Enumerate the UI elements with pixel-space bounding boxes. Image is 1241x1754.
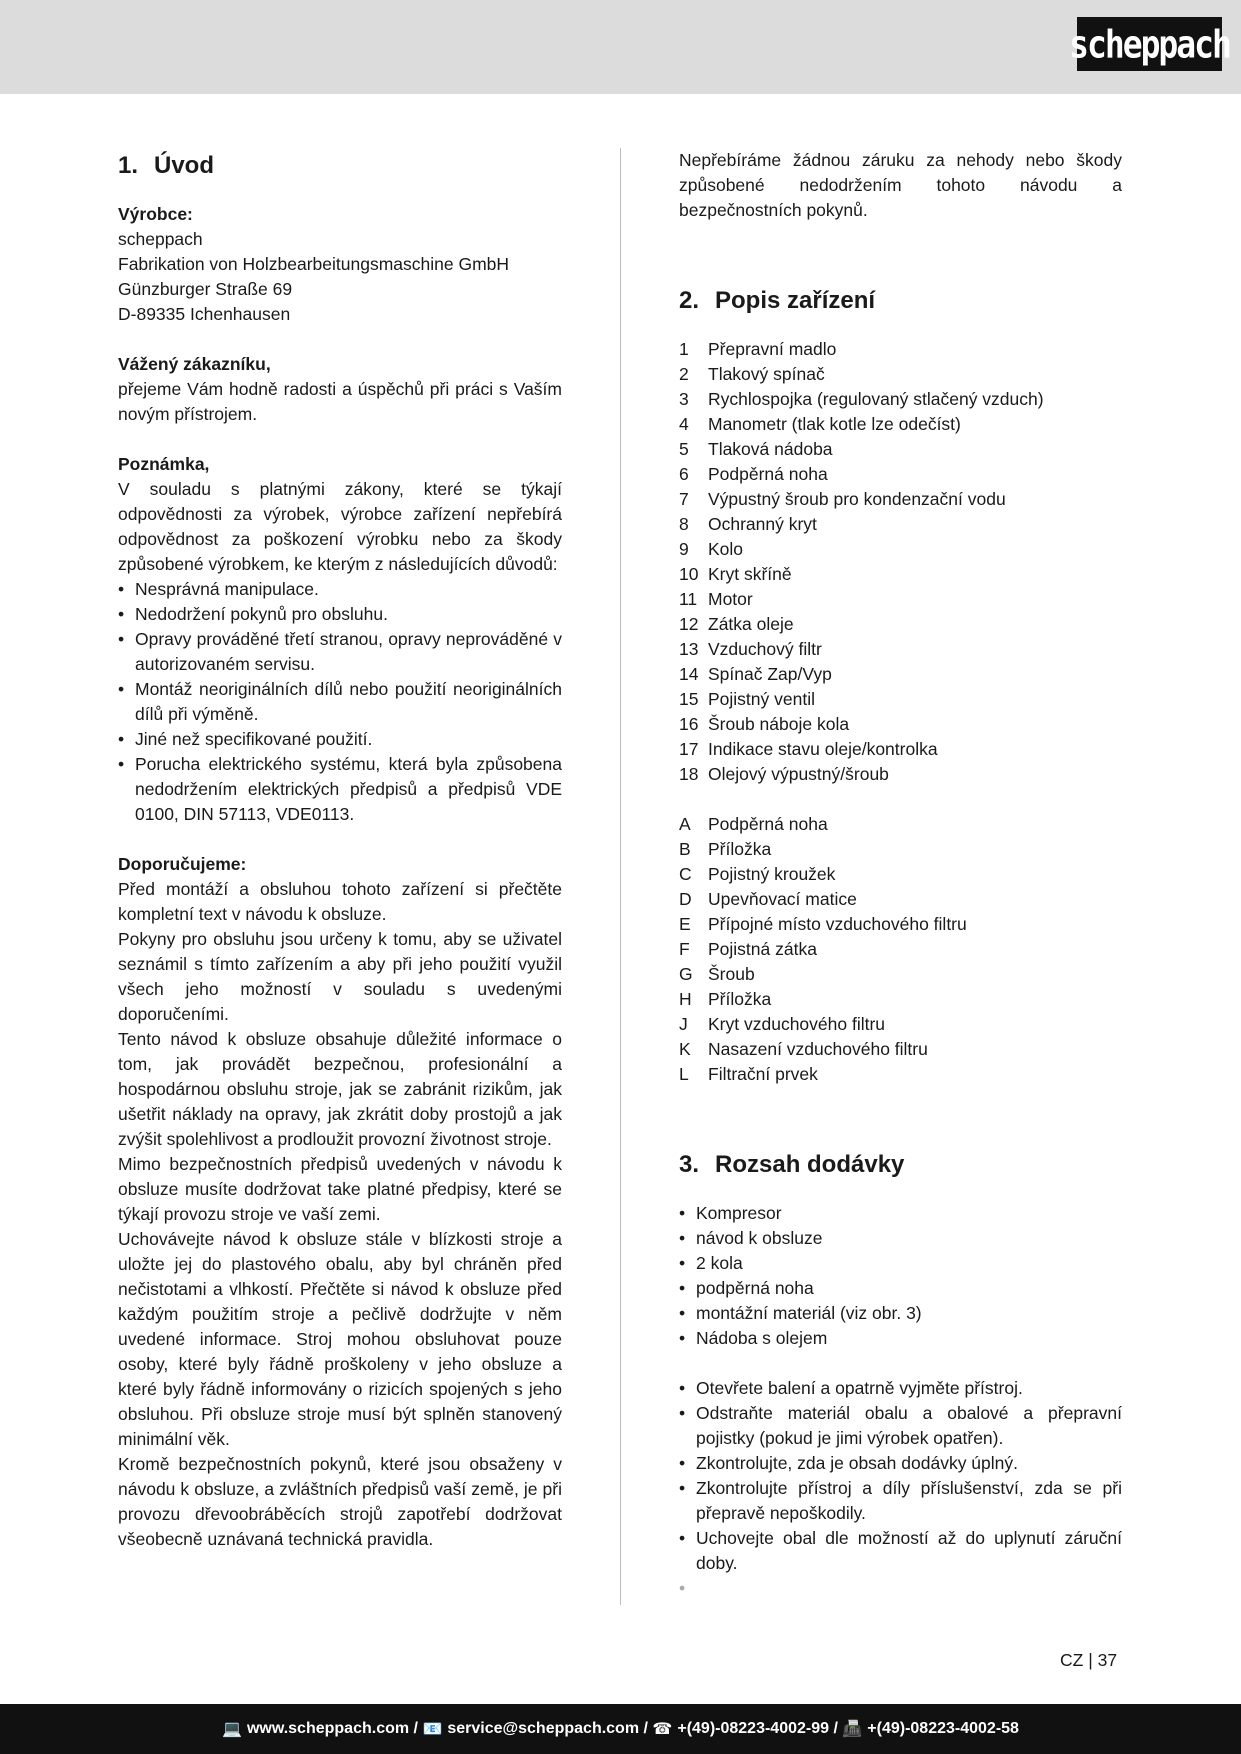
list-item: 12 Zátka oleje <box>679 614 794 634</box>
recommend-paragraph: Kromě bezpečnostních pokynů, které jsou obsaženy v návodu k obsluze, a zvláštních předpisů vaší země, je při provozu dřevoobráběcích strojů zapotřebí dodržovat všeobecně uznávaná technická pravidla. <box>118 1454 562 1549</box>
list-item: • Otevřete balení a opatrně vyjměte přístroj. <box>679 1376 1122 1401</box>
header-band <box>0 0 1241 94</box>
parts-lettered-list <box>679 812 1122 1087</box>
left-column <box>118 148 562 1552</box>
list-item: • návod k obsluze <box>679 1226 1122 1251</box>
recommend-paragraph: Pokyny pro obsluhu jsou určeny k tomu, aby se uživatel seznámil s tímto zařízením a aby při jeho použití využil všech jeho možností v souladu s uvedenými doporučeními. <box>118 929 562 1024</box>
manufacturer-label: Výrobce: <box>118 204 193 224</box>
fax-icon: 📠 <box>842 1721 863 1738</box>
list-item: H Příložka <box>679 989 772 1009</box>
footer-bar <box>0 1704 1241 1754</box>
recommend-label: Doporučujeme: <box>118 854 247 874</box>
list-item: 13 Vzduchový filtr <box>679 639 822 659</box>
list-item: • Porucha elektrického systému, která byla způsobena nedodržením elektrických předpisů a předpisů VDE 0100, DIN 57113, VDE0113. <box>118 752 562 827</box>
address-line: Günzburger Straße 69 <box>118 279 293 299</box>
list-item: • Nedodržení pokynů pro obsluhu. <box>118 602 562 627</box>
list-item: 3 Rychlospojka (regulovaný stlačený vzduch) <box>679 389 1044 409</box>
list-item: L Filtrační prvek <box>679 1064 818 1084</box>
email-link[interactable]: service@scheppach.com / <box>447 1720 648 1737</box>
list-item: • Odstraňte materiál obalu a obalové a přepravní pojistky (pokud je jimi výrobek opatřen). <box>679 1401 1122 1451</box>
phone-number: +(49)-08223-4002-99 / <box>677 1720 838 1737</box>
list-item: J Kryt vzduchového filtru <box>679 1014 886 1034</box>
list-item: 9 Kolo <box>679 539 744 559</box>
address-line: D-89335 Ichenhausen <box>118 304 291 324</box>
list-item: • 2 kola <box>679 1251 1122 1276</box>
greeting-label: Vážený zákazníku, <box>118 354 271 374</box>
list-item: 17 Indikace stavu oleje/kontrolka <box>679 739 938 759</box>
list-item: G Šroub <box>679 964 755 984</box>
list-item: • podpěrná noha <box>679 1276 1122 1301</box>
list-item: 4 Manometr (tlak kotle lze odečíst) <box>679 414 961 434</box>
section-1-heading: 1. Úvod <box>118 152 214 179</box>
list-item: • Nesprávná manipulace. <box>118 577 562 602</box>
recommend-paragraph: Tento návod k obsluze obsahuje důležité informace o tom, jak provádět bezpečnou, profesionální a hospodárnou obsluhu stroje, jak se zabránit rizikům, jak ušetřit náklady na opravy, jak zkrátit doby prostojů a jak zvýšit spolehlivost a prodloužit provozní životnost stroje. <box>118 1029 562 1149</box>
section-3-heading: 3. Rozsah dodávky <box>679 1151 905 1178</box>
unpack-steps-list <box>679 1376 1122 1601</box>
list-item: • Nádoba s olejem <box>679 1326 1122 1351</box>
list-item: • Opravy prováděné třetí stranou, opravy neprováděné v autorizovaném servisu. <box>118 627 562 677</box>
list-item: F Pojistná zátka <box>679 939 817 959</box>
list-item: 11 Motor <box>679 589 753 609</box>
list-item: • Jiné než specifikované použití. <box>118 727 562 752</box>
website-link[interactable]: www.scheppach.com / <box>246 1720 418 1737</box>
greeting-text: přejeme Vám hodně radosti a úspěchů při práci s Vaším novým přístrojem. <box>118 379 562 424</box>
list-item: 10 Kryt skříně <box>679 564 792 584</box>
list-item: A Podpěrná noha <box>679 814 828 834</box>
list-item: B Příložka <box>679 839 772 859</box>
list-item: 6 Podpěrná noha <box>679 464 828 484</box>
note-bullet-list <box>118 577 562 827</box>
list-item: • montážní materiál (viz obr. 3) <box>679 1301 1122 1326</box>
list-item: • Zkontrolujte, zda je obsah dodávky úplný. <box>679 1451 1122 1476</box>
list-item: 14 Spínač Zap/Vyp <box>679 664 832 684</box>
list-item: 1 Přepravní madlo <box>679 339 837 359</box>
recommend-paragraph: Uchovávejte návod k obsluze stále v blízkosti stroje a uložte jej do plastového obalu, aby byl chráněn před nečistotami a vlhkostí. Přečtěte si návod k obsluze před každým použitím stroje a pečlivě dodržujte v něm uvedené informace. Stroj mohou obsluhovat pouze osoby, které byly řádně proškoleny v jeho obsluze a které byly řádně informovány o rizicích spojených s jeho obsluhou. Při obsluze stroje musí být splněn stanovený minimální věk. <box>118 1229 562 1449</box>
parts-numbered-list <box>679 337 1122 787</box>
phone-icon: ☎ <box>652 1721 673 1738</box>
list-item: • Zkontrolujte přístroj a díly příslušenství, zda se při přepravě nepoškodily. <box>679 1476 1122 1526</box>
list-item: C Pojistný kroužek <box>679 864 836 884</box>
list-item: • Montáž neoriginálních dílů nebo použití neoriginálních dílů při výměně. <box>118 677 562 727</box>
column-divider <box>620 148 621 1605</box>
recommend-paragraph: Mimo bezpečnostních předpisů uvedených v návodu k obsluze musíte dodržovat take platné předpisy, které se týkají provozu stroje ve vaší zemi. <box>118 1154 562 1224</box>
list-item: 5 Tlaková nádoba <box>679 439 833 459</box>
address-line: Fabrikation von Holzbearbeitungsmaschine GmbH <box>118 254 510 274</box>
disclaimer-text: Nepřebíráme žádnou záruku za nehody nebo škody způsobené nedodržením tohoto návodu a bezpečnostních pokynů. <box>679 150 1122 220</box>
list-item: 15 Pojistný ventil <box>679 689 815 709</box>
list-item: E Přípojné místo vzduchového filtru <box>679 914 967 934</box>
list-item: 8 Ochranný kryt <box>679 514 817 534</box>
right-column <box>679 148 1122 1601</box>
empty-bullet <box>679 1576 1122 1601</box>
page-number: CZ | 37 <box>1060 1650 1118 1670</box>
list-item: • Kompresor <box>679 1201 1122 1226</box>
list-item: 18 Olejový výpustný/šroub <box>679 764 889 784</box>
delivery-list <box>679 1201 1122 1351</box>
list-item: D Upevňovací matice <box>679 889 857 909</box>
list-item: K Nasazení vzduchového filtru <box>679 1039 928 1059</box>
recommend-paragraph: Před montáží a obsluhou tohoto zařízení si přečtěte kompletní text v návodu k obsluze. <box>118 879 562 924</box>
list-item: • Uchovejte obal dle možností až do uplynutí záruční doby. <box>679 1526 1122 1576</box>
address-line: scheppach <box>118 229 203 249</box>
list-item: 2 Tlakový spínač <box>679 364 825 384</box>
mail-icon: 📧 <box>422 1721 443 1738</box>
note-text: V souladu s platnými zákony, které se týkají odpovědnosti za výrobek, výrobce zařízení nepřebírá odpovědnost za poškození výrobku nebo za škody způsobené výrobkem, ke kterým z následujících důvodů: <box>118 479 562 574</box>
manufacturer-address <box>118 227 562 327</box>
computer-icon: 💻 <box>222 1721 242 1738</box>
list-item: 16 Šroub náboje kola <box>679 714 850 734</box>
fax-number: +(49)-08223-4002-58 <box>867 1720 1019 1737</box>
scheppach-logo: scheppach <box>1077 17 1222 71</box>
note-label: Poznámka, <box>118 454 210 474</box>
section-2-heading: 2. Popis zařízení <box>679 287 876 314</box>
list-item: 7 Výpustný šroub pro kondenzační vodu <box>679 489 1006 509</box>
